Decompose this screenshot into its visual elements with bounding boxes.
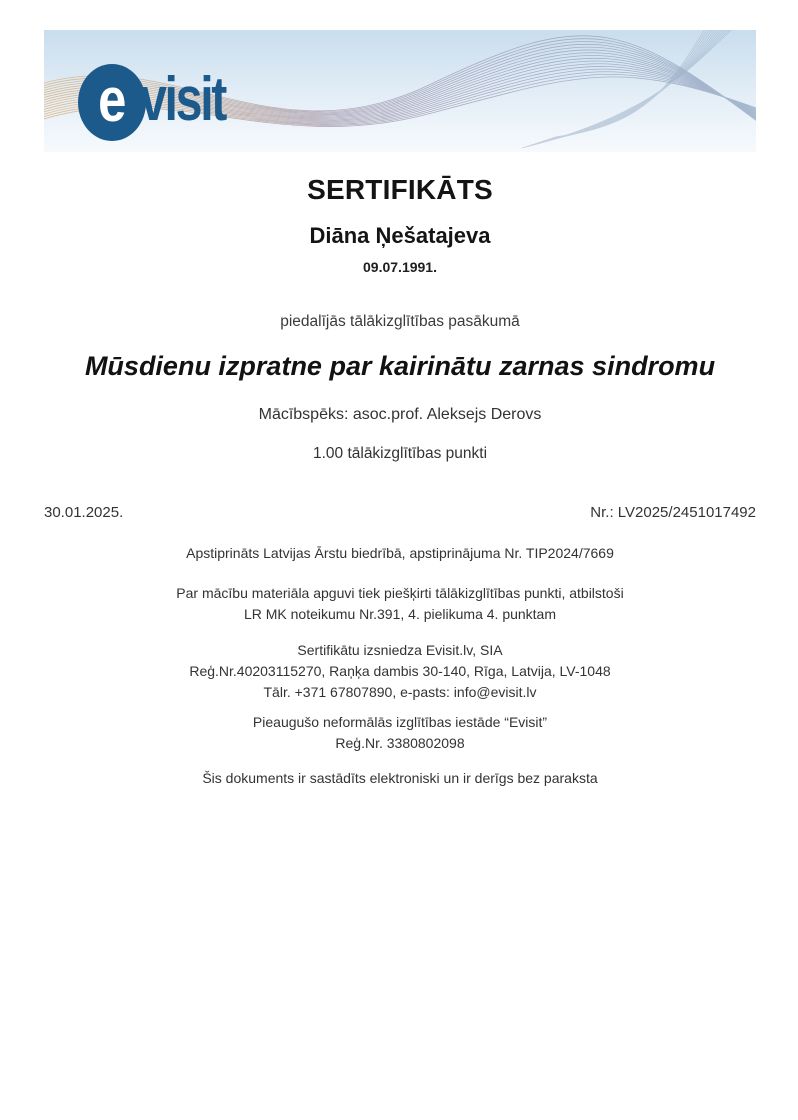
points-note bbox=[44, 583, 756, 625]
points-line: 1.00 tālākizglītības punkti bbox=[312, 445, 488, 462]
issuer-line2: Reģ.Nr.40203115270, Raņķa dambis 30-140, Rīga, Latvija, LV-1048 bbox=[189, 663, 611, 679]
date-number-row bbox=[44, 504, 756, 521]
approval-line: Apstiprināts Latvijas Ārstu biedrībā, apstiprinājuma Nr. TIP2024/7669 bbox=[186, 545, 614, 561]
issuer-line3: Tālr. +371 67807890, e-pasts: info@evisit.lv bbox=[263, 684, 537, 700]
institution-block bbox=[44, 712, 756, 754]
evisit-logo-word: visit bbox=[140, 64, 226, 134]
validity-note: Šis dokuments ir sastādīts elektroniski un ir derīgs bez paraksta bbox=[202, 770, 598, 786]
institution-line2: Reģ.Nr. 3380802098 bbox=[335, 735, 465, 751]
evisit-logo bbox=[78, 64, 249, 141]
issuer-block bbox=[44, 640, 756, 703]
issue-date: 30.01.2025. bbox=[44, 504, 124, 521]
evisit-logo-circle-icon bbox=[78, 64, 146, 141]
evisit-logo-letter: e bbox=[97, 65, 127, 135]
event-title: Mūsdienu izpratne par kairinātu zarnas sindromu bbox=[84, 351, 716, 381]
recipient-name: Diāna Ņešatajeva bbox=[309, 223, 491, 248]
certificate-title: SERTIFIKĀTS bbox=[307, 174, 493, 205]
participation-line: piedalījās tālākizglītības pasākumā bbox=[280, 313, 520, 330]
certificate-number: Nr.: LV2025/2451017492 bbox=[590, 504, 756, 521]
issuer-line1: Sertifikātu izsniedza Evisit.lv, SIA bbox=[297, 642, 503, 658]
points-note-line2: LR MK noteikumu Nr.391, 4. pielikuma 4. punktam bbox=[243, 606, 557, 622]
points-note-line1: Par mācību materiāla apguvi tiek piešķirti tālākizglītības punkti, atbilstoši bbox=[176, 585, 624, 601]
recipient-birthdate: 09.07.1991. bbox=[363, 259, 437, 275]
header-band bbox=[44, 30, 756, 152]
institution-line1: Pieaugušo neformālās izglītības iestāde “Evisit” bbox=[252, 714, 548, 730]
lecturer-line: Mācībspēks: asoc.prof. Aleksejs Derovs bbox=[258, 406, 542, 423]
